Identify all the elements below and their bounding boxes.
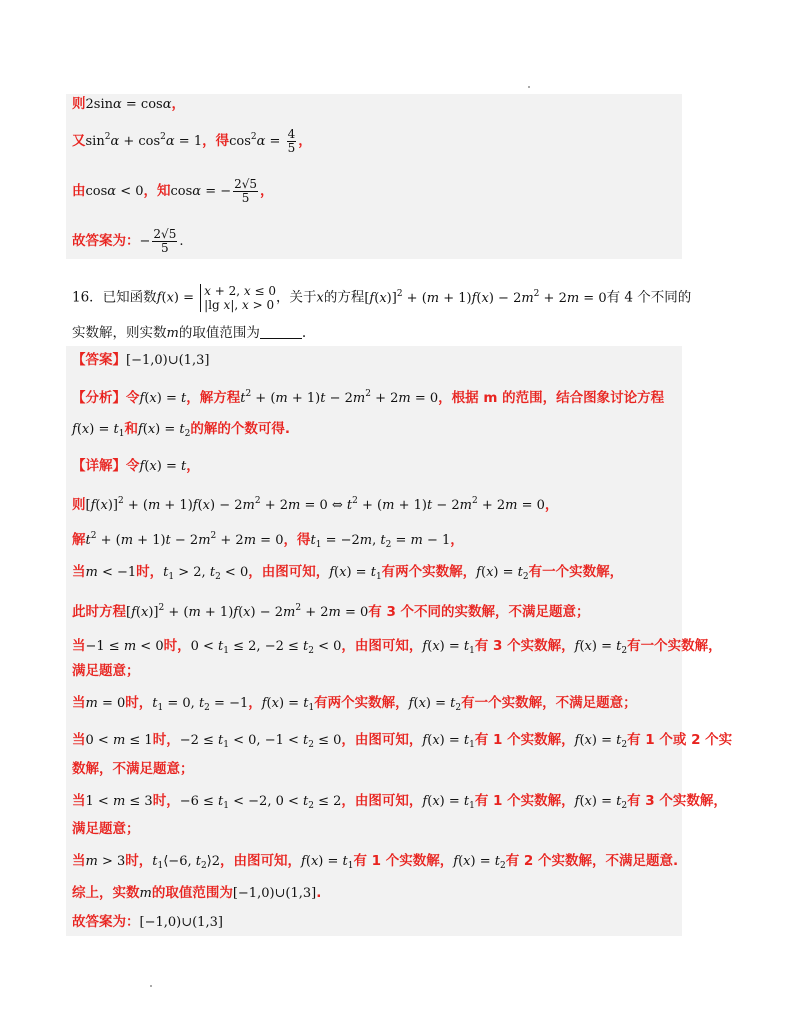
answer-line: 【答案】[−1,0)∪(1,3] bbox=[72, 352, 210, 368]
analysis-line-2: $f(x) = t_1$和$f(x) = t_2$的解的个数可得. bbox=[72, 421, 291, 439]
case-5: 当1 < m ≤ 3时，$-6 \le t_1 < -2$, $0 < t_2 \le 2$，由图可知，$f(x) = t_1$有 1 个实数解，$f(x) = t_2$有 3 个实数解， bbox=[72, 793, 727, 811]
scan-dot bbox=[528, 86, 530, 88]
case-2-cont: 满足题意； bbox=[72, 663, 140, 679]
detail-line-2: 则$[f(x)]^2 + (m + 1)f(x) - 2m^2 + 2m = 0$ ⇔ $t^2 + (m + 1)t - 2m^2 + 2m = 0$， bbox=[72, 496, 559, 513]
case-2: 当−1 ≤ m < 0时，$0 < t_1 \le 2$, $-2 \le t_2 < 0$，由图可知，$f(x) = t_1$有 3 个实数解，$f(x) = t_2$有一个实数解， bbox=[72, 638, 722, 656]
final-answer: 故答案为：[−1,0)∪(1,3] bbox=[72, 914, 223, 930]
question-16-cont: 实数解，则实数m的取值范围为 . bbox=[72, 325, 307, 341]
detail-line-1: 【详解】令f(x) = t， bbox=[72, 458, 200, 474]
scan-dot bbox=[150, 985, 152, 987]
case-4-cont: 数解，不满足题意； bbox=[72, 761, 194, 777]
question-16: 16．已知函数f(x) = x + 2, x ≤ 0 |lg x|, x > 0 ，关于x的方程$[f(x)]^2 + (m + 1)f(x) - 2m^2 + 2m = 0$有 4 个不同的 bbox=[72, 284, 692, 312]
answer-blank bbox=[260, 326, 302, 339]
case-1-cont: 此时方程$[f(x)]^2 + (m + 1)f(x) - 2m^2 + 2m = 0$有 3 个不同的实数解，不满足题意； bbox=[72, 603, 590, 620]
case-3: 当m = 0时，$t_1 = 0$, $t_2 = -1$，$f(x) = t_1$有两个实数解，$f(x) = t_2$有一个实数解，不满足题意； bbox=[72, 695, 637, 713]
case-6: 当m > 3时，$t_1⟨-6$, $t_2⟩2$，由图可知，$f(x) = t_1$有 1 个实数解，$f(x) = t_2$有 2 个实数解，不满足题意. bbox=[72, 853, 679, 871]
summary-line: 综上，实数m的取值范围为[−1,0)∪(1,3]. bbox=[72, 885, 322, 901]
detail-line-3: 解$t^2 + (m + 1)t - 2m^2 + 2m = 0$，得$t_1 = -2m$, $t_2 = m - 1$， bbox=[72, 531, 464, 550]
line-from: 由cosα < 0，知cosα = − $\frac{2√5}{5}$ ， bbox=[72, 177, 274, 205]
case-5-cont: 满足题意； bbox=[72, 821, 140, 837]
line-answer-prev: 故答案为：− $\frac{2√5}{5}$ . bbox=[72, 227, 184, 255]
line-then: 则2sinα = cosα， bbox=[72, 96, 185, 112]
line-also: 又$\sin^2\alpha + \cos^2\alpha = 1$，得$\cos^2\alpha$ = $\frac{4}{5}$ ， bbox=[72, 127, 312, 155]
analysis-line-1: 【分析】令f(x) = t，解方程$t^2 + (m + 1)t - 2m^2 + 2m = 0$，根据 m 的范围，结合图象讨论方程 bbox=[72, 389, 665, 406]
case-1: 当m < −1时，$t_1 > 2$, $t_2 < 0$，由图可知，$f(x) = t_1$有两个实数解，$f(x) = t_2$有一个实数解， bbox=[72, 564, 624, 582]
case-4: 当0 < m ≤ 1时，$-2 \le t_1 < 0$, $-1 < t_2 \le 0$，由图可知，$f(x) = t_1$有 1 个实数解，$f(x) = t_2$有 1 个或 2 个实 bbox=[72, 732, 733, 750]
